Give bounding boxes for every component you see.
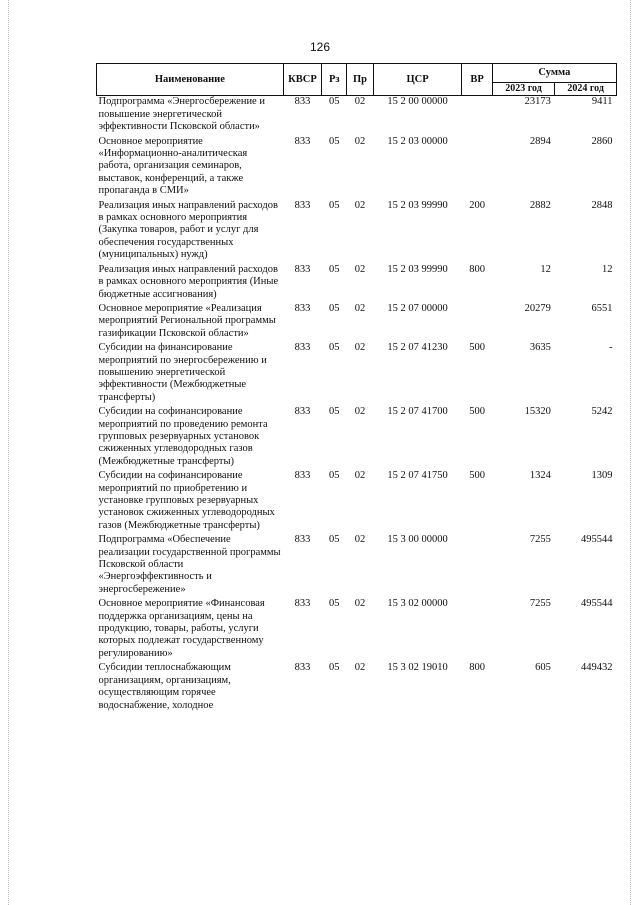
cell-rz: 05 — [329, 598, 340, 610]
cell-csr: 15 2 07 00000 — [387, 302, 448, 314]
header-vr: ВР — [462, 64, 492, 96]
cell-vr — [462, 598, 492, 662]
cell-name: Основное мероприятие «Реализация мероприятий Региональной программы газификации Псковской области» — [98, 302, 276, 339]
budget-table — [96, 63, 617, 714]
cell-csr: 15 2 07 41700 — [387, 406, 448, 418]
cell-vr: 500 — [469, 406, 485, 418]
cell-pr: 02 — [354, 598, 366, 610]
cell-name: Субсидии на финансирование мероприятий по энергосбережению и повышению энергетической эффективности (Межбюджетные трансферты) — [98, 342, 267, 403]
scan-edge-left — [8, 0, 10, 905]
cell-rz: 05 — [329, 534, 340, 546]
cell-vr: 500 — [469, 342, 485, 354]
cell-kvsr: 833 — [294, 662, 311, 674]
header-pr: Пр — [347, 64, 373, 96]
cell-sum-2024: - — [609, 342, 613, 354]
table-row — [97, 342, 617, 406]
cell-kvsr: 833 — [294, 598, 311, 610]
cell-rz: 05 — [329, 662, 340, 674]
cell-name: Подпрограмма «Энергосбережение и повышение энергетической эффективности Псковской области» — [98, 96, 265, 133]
cell-vr: 500 — [469, 470, 485, 482]
cell-name: Реализация иных направлений расходов в рамках основного мероприятия (Закупка товаров, работ и услуг для обеспечения государственных (муниципальных) нужд) — [98, 199, 278, 261]
cell-rz: 05 — [329, 135, 340, 147]
cell-kvsr: 833 — [294, 302, 311, 314]
cell-csr: 15 3 02 00000 — [387, 598, 448, 610]
cell-sum-2024: 5242 — [591, 406, 613, 418]
cell-sum-2023: 7255 — [529, 598, 551, 610]
cell-sum-2024: 2860 — [591, 135, 613, 147]
table-row — [97, 406, 617, 470]
header-name: Наименование — [97, 64, 284, 96]
table-body — [97, 96, 617, 714]
table-row — [97, 264, 617, 303]
cell-name: Основное мероприятие «Финансовая поддержка организациям, цены на продукцию, товары, работы, услуги которых подлежат государственному регулированию» — [98, 598, 265, 659]
cell-vr: 800 — [469, 662, 485, 674]
cell-kvsr: 833 — [294, 263, 311, 275]
cell-pr: 02 — [354, 470, 366, 482]
cell-pr: 02 — [354, 406, 366, 418]
cell-sum-2023: 2882 — [529, 199, 551, 211]
table-row — [97, 534, 617, 598]
table-row — [97, 96, 617, 136]
cell-sum-2023: 1324 — [529, 470, 551, 482]
cell-rz: 05 — [329, 406, 340, 418]
cell-kvsr: 833 — [294, 470, 311, 482]
cell-csr: 15 2 03 99990 — [387, 263, 448, 275]
cell-sum-2024: 1309 — [591, 470, 613, 482]
cell-sum-2023: 7255 — [529, 534, 551, 546]
cell-csr: 15 2 03 99990 — [387, 199, 448, 211]
cell-pr: 02 — [354, 302, 366, 314]
cell-sum-2024: 495544 — [581, 598, 613, 610]
cell-rz: 05 — [329, 470, 340, 482]
cell-kvsr: 833 — [294, 96, 311, 108]
scan-edge-right — [630, 0, 632, 905]
cell-kvsr: 833 — [294, 135, 311, 147]
cell-vr: 800 — [469, 263, 485, 275]
cell-vr — [462, 303, 492, 342]
header-csr: ЦСР — [373, 64, 462, 96]
cell-kvsr: 833 — [294, 342, 311, 354]
cell-rz: 05 — [329, 199, 340, 211]
cell-sum-2023: 15320 — [524, 406, 551, 418]
cell-sum-2024: 495544 — [581, 534, 613, 546]
header-sum: Сумма — [492, 64, 616, 83]
cell-kvsr: 833 — [294, 534, 311, 546]
cell-sum-2024: 449432 — [581, 662, 613, 674]
cell-csr: 15 3 00 00000 — [387, 534, 448, 546]
cell-rz: 05 — [329, 263, 340, 275]
header-rz: Рз — [322, 64, 347, 96]
cell-sum-2023: 20279 — [524, 302, 551, 314]
cell-name: Основное мероприятие «Информационно-аналитическая работа, организация семинаров, выставок, конференций, а также пропаганда в СМИ» — [98, 135, 248, 197]
cell-rz: 05 — [329, 342, 340, 354]
cell-csr: 15 2 00 00000 — [387, 96, 448, 108]
page-number: 126 — [309, 40, 331, 54]
cell-rz: 05 — [329, 302, 340, 314]
cell-sum-2023: 605 — [535, 662, 551, 674]
header-year-2024: 2024 год — [555, 83, 617, 96]
cell-sum-2023: 2894 — [529, 135, 551, 147]
cell-sum-2024: 2848 — [591, 199, 613, 211]
cell-kvsr: 833 — [294, 406, 311, 418]
cell-sum-2023: 3635 — [529, 342, 551, 354]
cell-csr: 15 3 02 19010 — [387, 662, 448, 674]
cell-sum-2023: 23173 — [524, 96, 551, 108]
cell-vr: 200 — [469, 199, 485, 211]
cell-csr: 15 2 07 41750 — [387, 470, 448, 482]
cell-vr — [462, 96, 492, 136]
header-year-2023: 2023 год — [492, 83, 555, 96]
cell-sum-2023: 12 — [540, 263, 551, 275]
cell-pr: 02 — [354, 534, 366, 546]
table-row — [97, 303, 617, 342]
cell-name: Субсидии теплоснабжающим организациям, организациям, осуществляющим горячее водоснабжение, холодное — [98, 662, 231, 711]
cell-rz: 05 — [329, 96, 340, 108]
cell-pr: 02 — [354, 263, 366, 275]
cell-vr — [462, 136, 492, 200]
table-row — [97, 598, 617, 662]
cell-pr: 02 — [354, 342, 366, 354]
table-row — [97, 662, 617, 714]
cell-name: Субсидии на софинансирование мероприятий по приобретению и установке групповых резервуарных установок сжиженных углеводородных газов (Межбюджетные трансферты) — [98, 470, 275, 531]
header-kvsr: КВСР — [283, 64, 321, 96]
table-row — [97, 200, 617, 264]
cell-pr: 02 — [354, 199, 366, 211]
cell-kvsr: 833 — [294, 199, 311, 211]
cell-name: Подпрограмма «Обеспечение реализации государственной программы Псковской области «Энергоэффективность и энергосбережение» — [98, 534, 281, 595]
cell-csr: 15 2 07 41230 — [387, 342, 448, 354]
cell-pr: 02 — [354, 96, 366, 108]
cell-name: Реализация иных направлений расходов в рамках основного мероприятия (Иные бюджетные ассигнования) — [98, 263, 279, 300]
table-header — [97, 64, 617, 96]
cell-sum-2024: 6551 — [591, 302, 613, 314]
cell-sum-2024: 12 — [602, 263, 613, 275]
table-row — [97, 470, 617, 534]
cell-name: Субсидии на софинансирование мероприятий по проведению ремонта групповых резервуарных установок сжиженных углеводородных газов (Межбюджетные трансферты) — [98, 406, 268, 467]
table-row — [97, 136, 617, 200]
cell-csr: 15 2 03 00000 — [387, 135, 448, 147]
cell-sum-2024: 9411 — [591, 96, 613, 108]
cell-vr — [462, 534, 492, 598]
cell-pr: 02 — [354, 135, 366, 147]
cell-pr: 02 — [354, 662, 366, 674]
